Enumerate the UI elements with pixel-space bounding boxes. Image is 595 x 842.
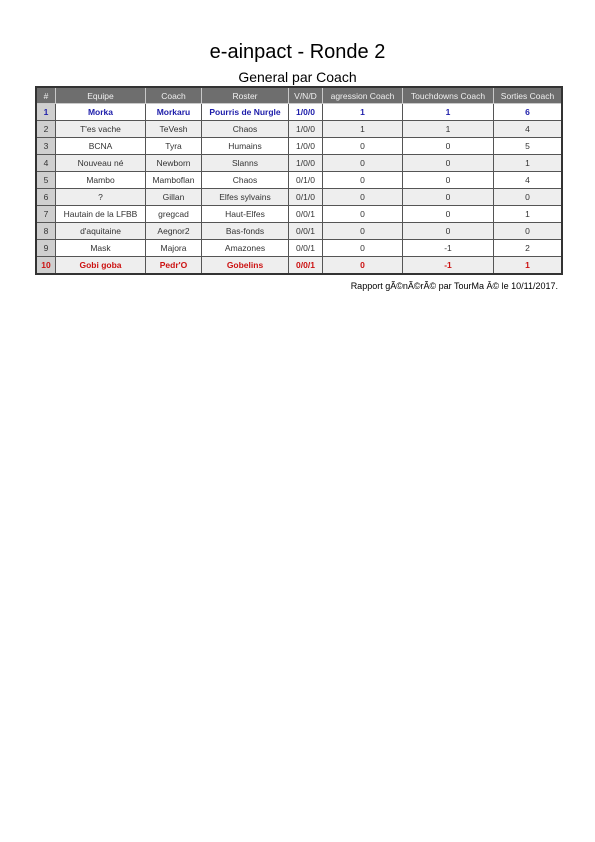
touchdowns-cell: 0 (403, 172, 494, 189)
agression-cell: 0 (323, 223, 403, 240)
agression-cell: 0 (323, 138, 403, 155)
sorties-cell: 2 (494, 240, 561, 257)
sorties-cell: 4 (494, 121, 561, 138)
coach-cell: gregcad (146, 206, 202, 223)
agression-cell: 0 (323, 172, 403, 189)
equipe-cell: Hautain de la LFBB (56, 206, 146, 223)
roster-cell: Gobelins (202, 257, 289, 273)
sorties-cell: 1 (494, 155, 561, 172)
header-coach: Coach (146, 88, 202, 104)
rank-cell: 7 (37, 206, 56, 223)
coach-cell: TeVesh (146, 121, 202, 138)
table-body (37, 104, 561, 273)
roster-cell: Pourris de Nurgle (202, 104, 289, 121)
roster-cell: Slanns (202, 155, 289, 172)
rank-cell: 5 (37, 172, 56, 189)
touchdowns-cell: 0 (403, 206, 494, 223)
coach-cell: Pedr'O (146, 257, 202, 273)
rank-cell: 4 (37, 155, 56, 172)
roster-cell: Chaos (202, 172, 289, 189)
table-row (37, 172, 561, 189)
coach-cell: Mamboflan (146, 172, 202, 189)
vnd-cell: 0/0/1 (289, 206, 323, 223)
agression-cell: 0 (323, 257, 403, 273)
touchdowns-cell: 1 (403, 121, 494, 138)
sorties-cell: 0 (494, 223, 561, 240)
sorties-cell: 1 (494, 257, 561, 273)
touchdowns-cell: 0 (403, 223, 494, 240)
equipe-cell: ? (56, 189, 146, 206)
header-agression: agression Coach (323, 88, 403, 104)
agression-cell: 0 (323, 189, 403, 206)
table-row (37, 138, 561, 155)
sorties-cell: 0 (494, 189, 561, 206)
sorties-cell: 1 (494, 206, 561, 223)
vnd-cell: 0/0/1 (289, 223, 323, 240)
rank-cell: 6 (37, 189, 56, 206)
coach-cell: Newborn (146, 155, 202, 172)
table-row (37, 104, 561, 121)
equipe-cell: Morka (56, 104, 146, 121)
ranking-table (35, 86, 563, 275)
rank-cell: 8 (37, 223, 56, 240)
rank-cell: 3 (37, 138, 56, 155)
agression-cell: 0 (323, 206, 403, 223)
roster-cell: Haut-Elfes (202, 206, 289, 223)
agression-cell: 1 (323, 104, 403, 121)
header-vnd: V/N/D (289, 88, 323, 104)
rank-cell: 9 (37, 240, 56, 257)
roster-cell: Humains (202, 138, 289, 155)
table-row (37, 240, 561, 257)
sorties-cell: 6 (494, 104, 561, 121)
touchdowns-cell: -1 (403, 240, 494, 257)
roster-cell: Elfes sylvains (202, 189, 289, 206)
header-touchdowns: Touchdowns Coach (403, 88, 494, 104)
equipe-cell: d'aquitaine (56, 223, 146, 240)
sorties-cell: 4 (494, 172, 561, 189)
equipe-cell: Nouveau né (56, 155, 146, 172)
agression-cell: 0 (323, 240, 403, 257)
coach-cell: Majora (146, 240, 202, 257)
page-subtitle: General par Coach (238, 69, 357, 85)
vnd-cell: 1/0/0 (289, 138, 323, 155)
coach-cell: Gillan (146, 189, 202, 206)
equipe-cell: BCNA (56, 138, 146, 155)
table-row (37, 223, 561, 240)
equipe-cell: Mambo (56, 172, 146, 189)
touchdowns-cell: 0 (403, 138, 494, 155)
report-footer: Rapport gÃ©nÃ©rÃ© par TourMa Â© le 10/11/2017. (350, 281, 558, 291)
agression-cell: 0 (323, 155, 403, 172)
table-row (37, 257, 561, 273)
roster-cell: Bas-fonds (202, 223, 289, 240)
agression-cell: 1 (323, 121, 403, 138)
table-row (37, 206, 561, 223)
rank-cell: 1 (37, 104, 56, 121)
equipe-cell: Gobi goba (56, 257, 146, 273)
header-sorties: Sorties Coach (494, 88, 561, 104)
table-row (37, 155, 561, 172)
rank-cell: 10 (37, 257, 56, 273)
table-row (37, 189, 561, 206)
vnd-cell: 0/1/0 (289, 189, 323, 206)
vnd-cell: 1/0/0 (289, 104, 323, 121)
coach-cell: Morkaru (146, 104, 202, 121)
vnd-cell: 0/0/1 (289, 257, 323, 273)
header-roster: Roster (202, 88, 289, 104)
rank-cell: 2 (37, 121, 56, 138)
equipe-cell: T'es vache (56, 121, 146, 138)
sorties-cell: 5 (494, 138, 561, 155)
header-equipe: Equipe (56, 88, 146, 104)
roster-cell: Amazones (202, 240, 289, 257)
vnd-cell: 0/1/0 (289, 172, 323, 189)
touchdowns-cell: 0 (403, 155, 494, 172)
touchdowns-cell: -1 (403, 257, 494, 273)
page-title: e-ainpact - Ronde 2 (209, 41, 386, 63)
coach-cell: Aegnor2 (146, 223, 202, 240)
header-rank: # (37, 88, 56, 104)
vnd-cell: 0/0/1 (289, 240, 323, 257)
table-row (37, 121, 561, 138)
coach-cell: Tyra (146, 138, 202, 155)
equipe-cell: Mask (56, 240, 146, 257)
touchdowns-cell: 1 (403, 104, 494, 121)
vnd-cell: 1/0/0 (289, 121, 323, 138)
vnd-cell: 1/0/0 (289, 155, 323, 172)
table-header-row (37, 88, 561, 104)
touchdowns-cell: 0 (403, 189, 494, 206)
roster-cell: Chaos (202, 121, 289, 138)
